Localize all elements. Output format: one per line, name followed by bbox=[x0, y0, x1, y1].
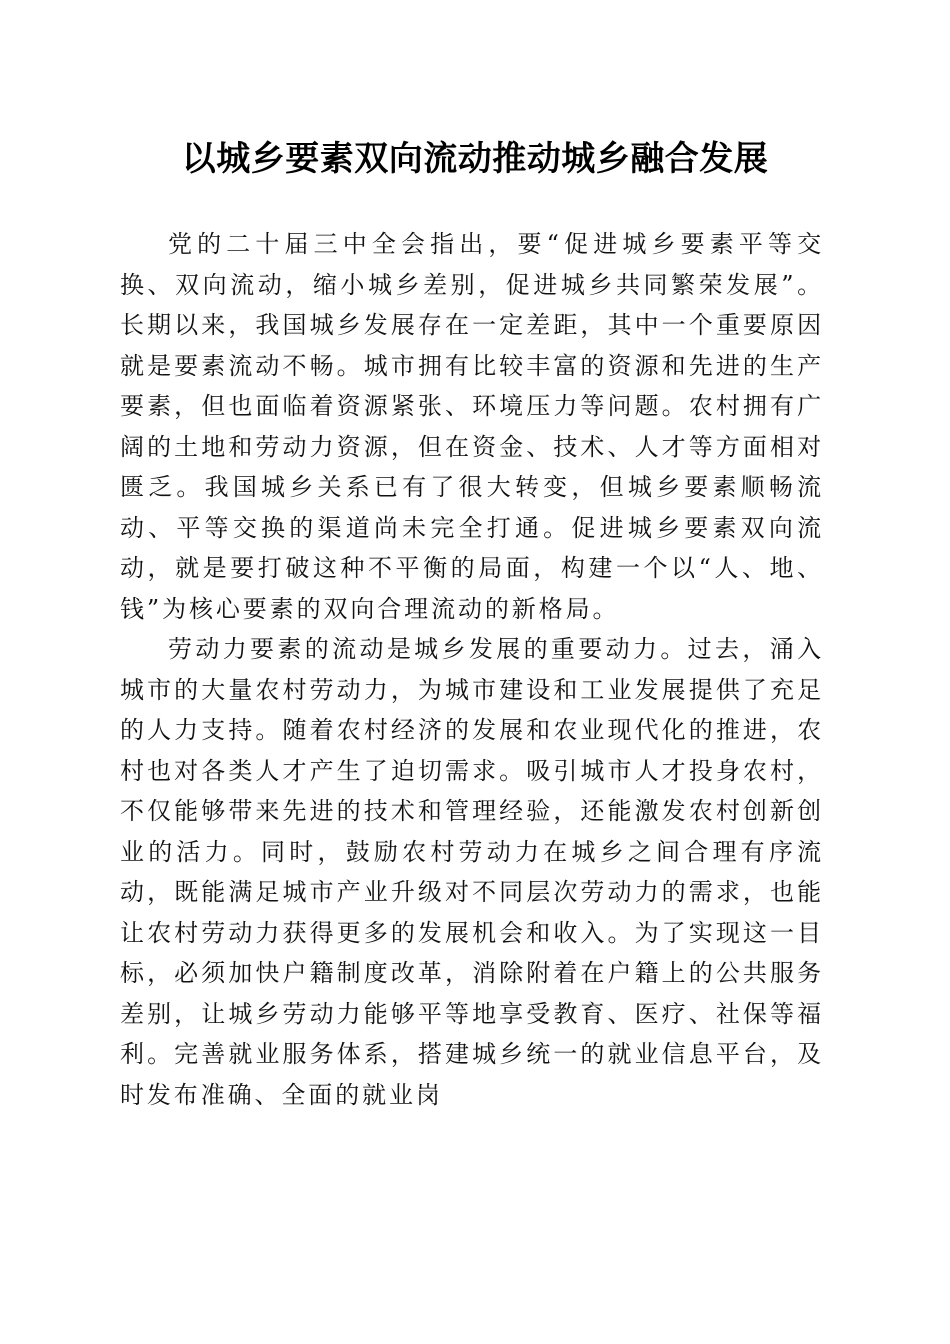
paragraph-1: 党的二十届三中全会指出，要“促进城乡要素平等交换、双向流动，缩小城乡差别，促进城乡共同繁荣发展”。长期以来，我国城乡发展存在一定差距，其中一个重要原因就是要素流动不畅。城市拥有比较丰富的资源和先进的生产要素，但也面临着资源紧张、环境压力等问题。农村拥有广阔的土地和劳动力资源，但在资金、技术、人才等方面相对匮乏。我国城乡关系已有了很大转变，但城乡要素顺畅流动、平等交换的渠道尚未完全打通。促进城乡要素双向流动，就是要打破这种不平衡的局面，构建一个以“人、地、钱”为核心要素的双向合理流动的新格局。 bbox=[120, 230, 824, 623]
paragraph-2: 劳动力要素的流动是城乡发展的重要动力。过去，涌入城市的大量农村劳动力，为城市建设和工业发展提供了充足的人力支持。随着农村经济的发展和农业现代化的推进，农村也对各类人才产生了迫切需求。吸引城市人才投身农村，不仅能够带来先进的技术和管理经验，还能激发农村创新创业的活力。同时，鼓励农村劳动力在城乡之间合理有序流动，既能满足城市产业升级对不同层次劳动力的需求，也能让农村劳动力获得更多的发展机会和收入。为了实现这一目标，必须加快户籍制度改革，消除附着在户籍上的公共服务差别，让城乡劳动力能够平等地享受教育、医疗、社保等福利。完善就业服务体系，搭建城乡统一的就业信息平台，及时发布准确、全面的就业岗 bbox=[120, 635, 824, 1109]
document-title: 以城乡要素双向流动推动城乡融合发展 bbox=[181, 139, 769, 179]
document-body bbox=[120, 224, 824, 1115]
